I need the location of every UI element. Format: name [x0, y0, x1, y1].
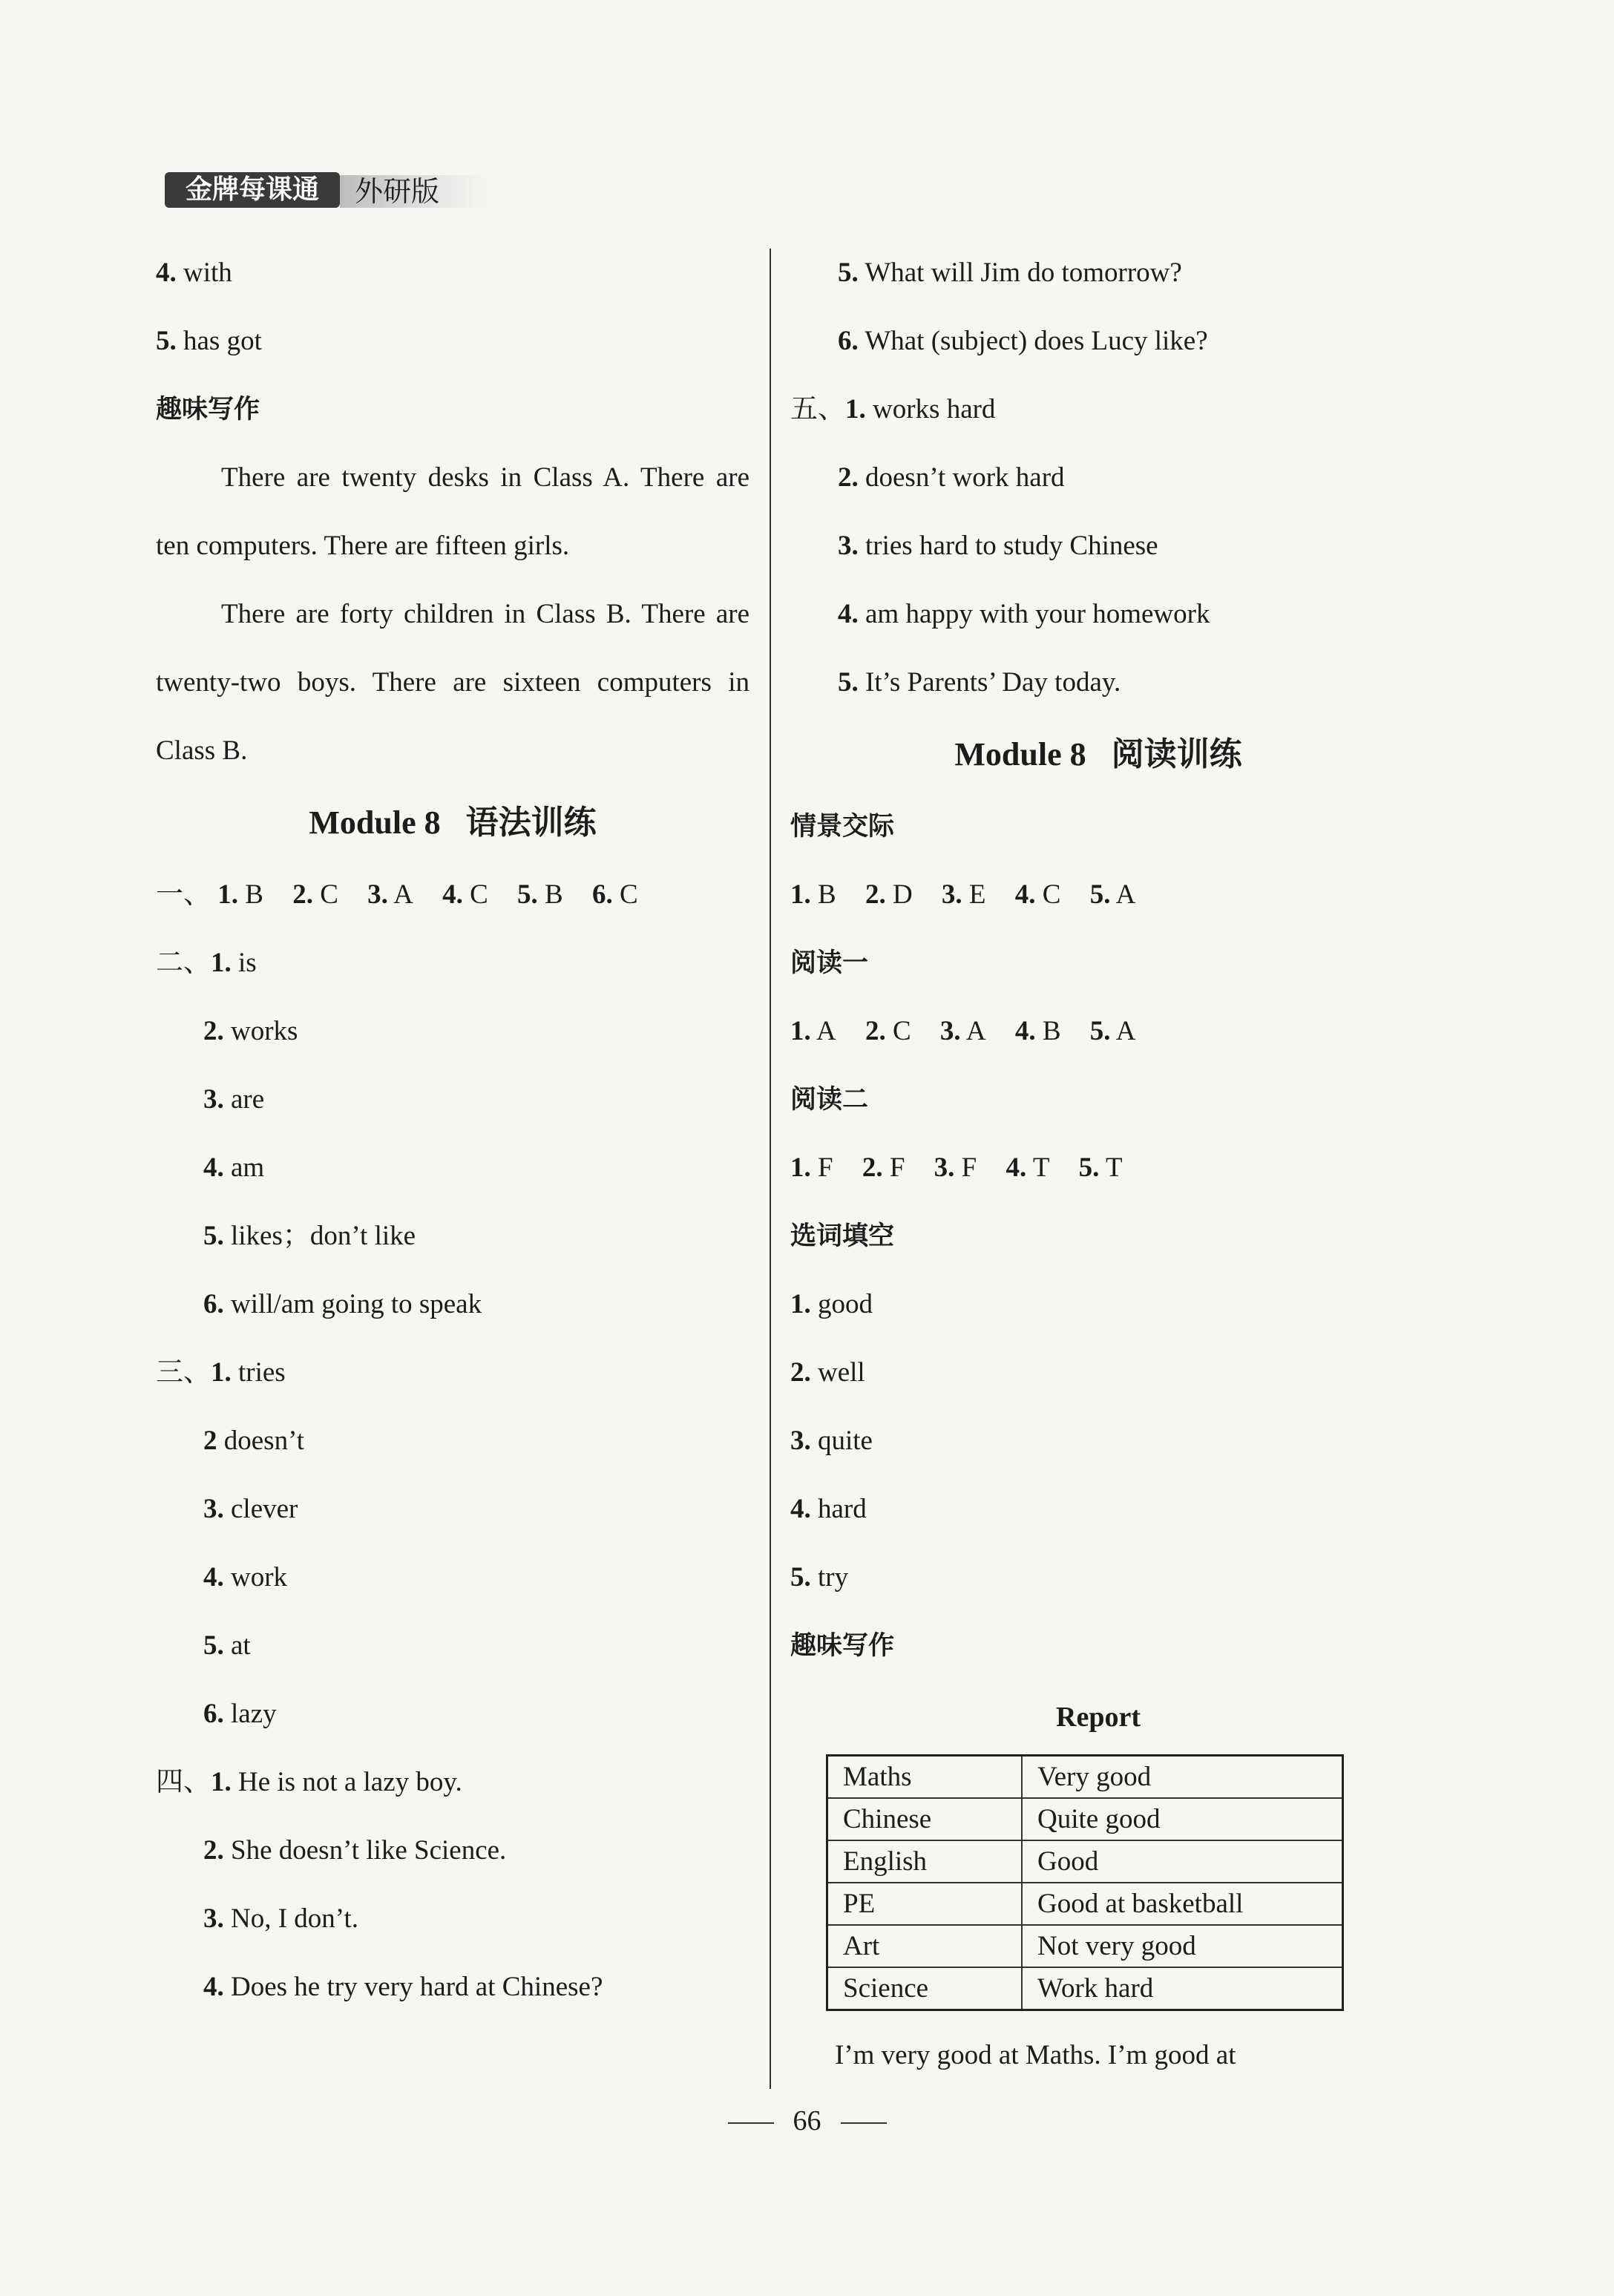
section-heading: 选词填空 — [790, 1221, 895, 1251]
section-heading-writing: 趣味写作 — [156, 395, 260, 424]
answer-line: 3. are — [203, 1084, 265, 1115]
table-row — [827, 1967, 1343, 2010]
answer-line: 五、1. works hard — [790, 394, 996, 424]
report-table — [826, 1754, 1344, 2011]
table-row — [827, 1756, 1343, 1799]
answer-line: 6. What (subject) does Lucy like? — [838, 326, 1208, 356]
module-title: Module 8 语法训练 — [309, 804, 597, 842]
module-title: Module 8 阅读训练 — [954, 735, 1242, 773]
comment-cell: Good at basketball — [1022, 1883, 1343, 1925]
table-row — [827, 1925, 1343, 1967]
answer-line: 1. good — [790, 1289, 873, 1319]
section-1-answers: 一、 1. B 2. C 3. A 4. C 5. B 6. C — [156, 879, 638, 910]
section-heading-writing: 趣味写作 — [790, 1631, 895, 1661]
answer-line: 5. at — [203, 1630, 251, 1661]
subject-cell: Maths — [827, 1756, 1023, 1799]
answer-row: 1. A 2. C 3. A 4. B 5. A — [790, 1016, 1136, 1046]
table-row — [827, 1883, 1343, 1925]
left-column — [156, 239, 749, 2021]
comment-cell: Quite good — [1022, 1798, 1343, 1840]
answer-line: 4. am happy with your homework — [838, 599, 1210, 629]
answer-line: 4. work — [203, 1562, 288, 1593]
answer-line: 3. quite — [790, 1426, 873, 1456]
subject-cell: Chinese — [827, 1798, 1023, 1840]
section-heading: 情景交际 — [790, 812, 895, 842]
answer-line: 6. will/am going to speak — [203, 1289, 482, 1319]
comment-cell: Very good — [1022, 1756, 1343, 1799]
answer-line: 4. with — [156, 258, 232, 288]
answer-line: 二、1. is — [156, 948, 257, 978]
table-row — [827, 1840, 1343, 1883]
subject-cell: PE — [827, 1883, 1023, 1925]
writing-paragraph: There are twenty desks in Class A. There are ten computers. There are fifteen girls. — [156, 462, 749, 561]
section-heading: 阅读一 — [790, 948, 869, 978]
report-title: Report — [1056, 1702, 1141, 1733]
answer-line: 2 doesn’t — [203, 1426, 305, 1456]
section-heading: 阅读二 — [790, 1085, 869, 1115]
page-number: 66 — [0, 2105, 1614, 2137]
writing-paragraph: There are forty children in Class B. There are twenty-two boys. There are sixteen computers in Class B. — [156, 599, 749, 766]
answer-line: 5. try — [790, 1562, 849, 1593]
answer-line: 四、1. He is not a lazy boy. — [156, 1767, 462, 1797]
comment-cell: Not very good — [1022, 1925, 1343, 1967]
series-badge: 金牌每课通 — [165, 172, 340, 208]
answer-line: 2. She doesn’t like Science. — [203, 1835, 507, 1866]
answer-line: 2. well — [790, 1357, 865, 1388]
answer-line: 6. lazy — [203, 1699, 277, 1729]
right-column — [790, 239, 1406, 2090]
subject-cell: Art — [827, 1925, 1023, 1967]
answer-line: 4. hard — [790, 1494, 867, 1524]
answer-line: 三、1. tries — [156, 1357, 286, 1388]
answer-line: 3. tries hard to study Chinese — [838, 531, 1158, 561]
comment-cell: Good — [1022, 1840, 1343, 1883]
answer-line: 5. has got — [156, 326, 262, 356]
answer-line: 2. doesn’t work hard — [838, 462, 1065, 493]
column-divider — [770, 249, 771, 2089]
comment-cell: Work hard — [1022, 1967, 1343, 2010]
answer-line: 5. What will Jim do tomorrow? — [838, 258, 1182, 288]
answer-line: 3. No, I don’t. — [203, 1903, 358, 1934]
table-row — [827, 1798, 1343, 1840]
answer-line: 2. works — [203, 1016, 298, 1046]
answer-line: 5. It’s Parents’ Day today. — [838, 667, 1121, 698]
subject-cell: Science — [827, 1967, 1023, 2010]
answer-line: 4. Does he try very hard at Chinese? — [203, 1972, 603, 2002]
answer-line: 4. am — [203, 1152, 265, 1183]
writing-closing-line: I’m very good at Maths. I’m good at — [835, 2040, 1236, 2070]
answer-row: 1. F 2. F 3. F 4. T 5. T — [790, 1152, 1123, 1183]
answer-row: 1. B 2. D 3. E 4. C 5. A — [790, 879, 1136, 910]
answer-line: 3. clever — [203, 1494, 298, 1524]
subject-cell: English — [827, 1840, 1023, 1883]
page-header — [165, 172, 484, 211]
edition-label: 外研版 — [340, 175, 488, 208]
answer-line: 5. likes；don’t like — [203, 1221, 416, 1251]
